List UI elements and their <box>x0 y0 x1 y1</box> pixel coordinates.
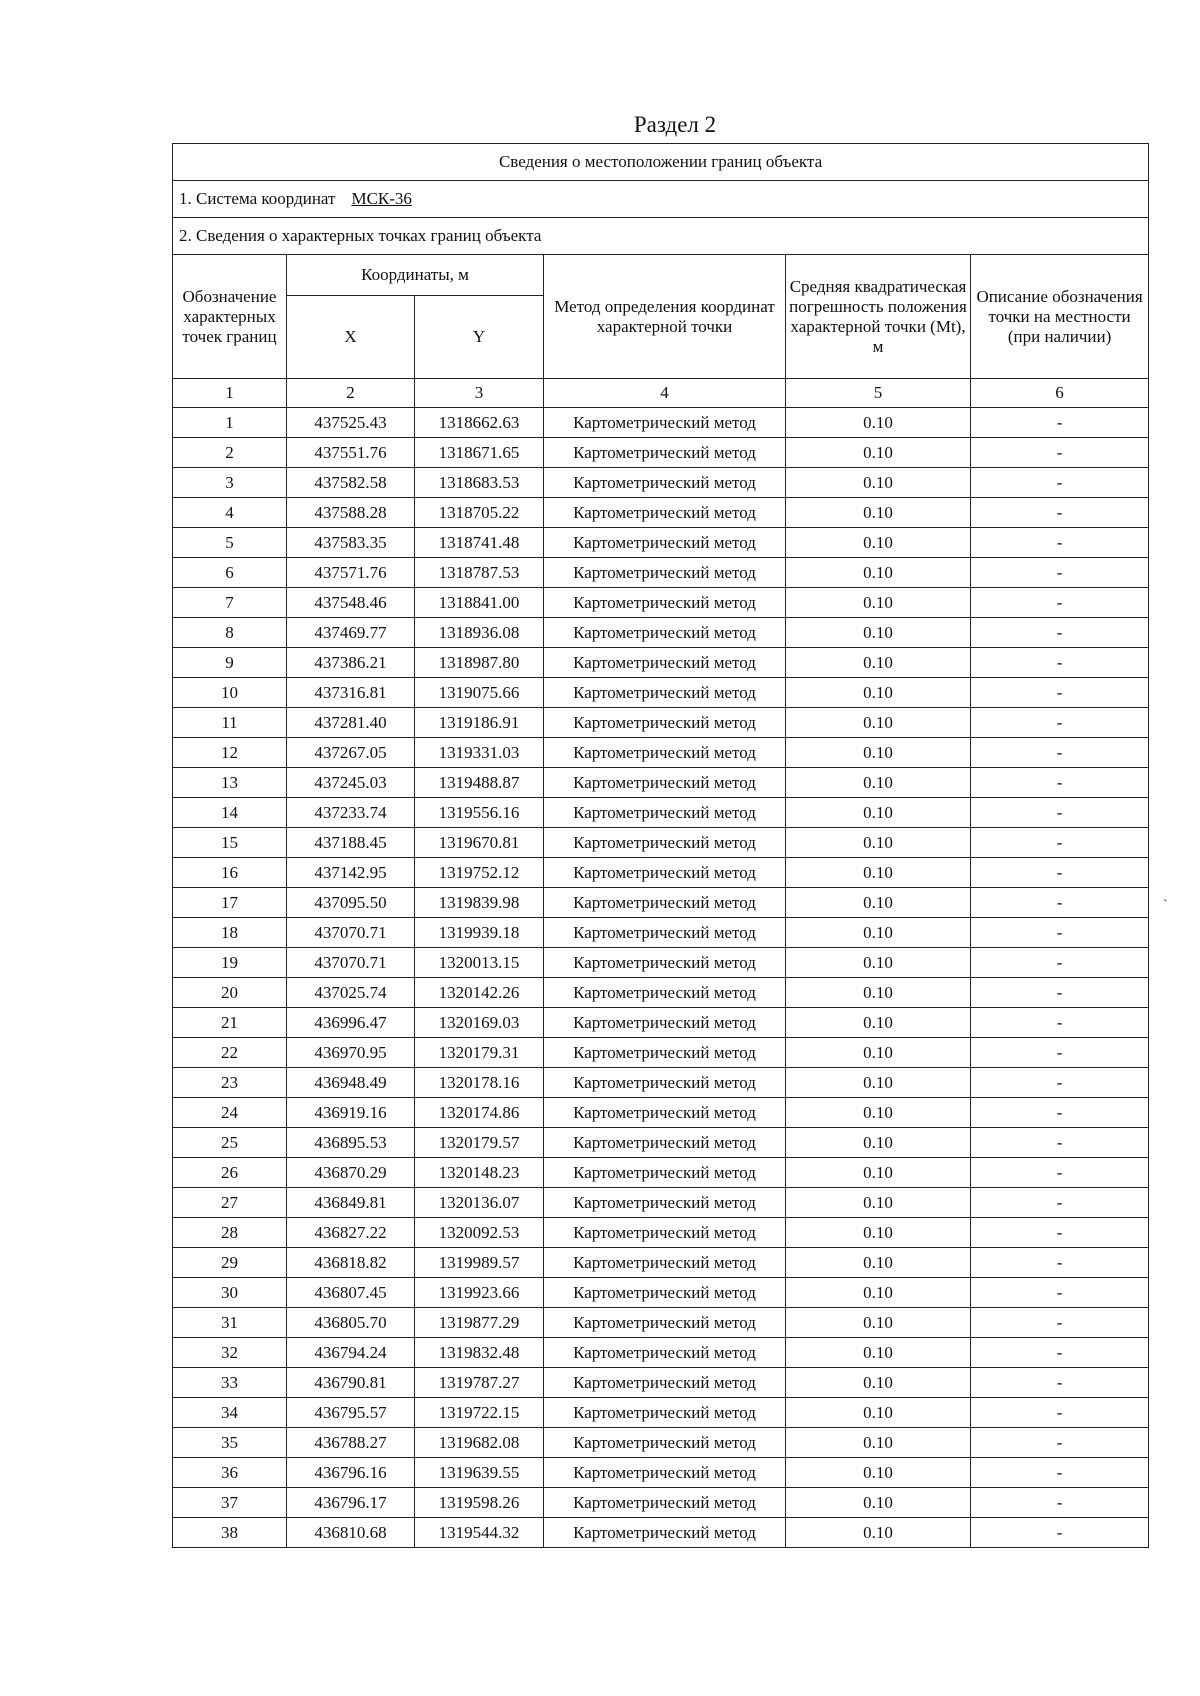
cell-method: Картометрический метод <box>544 1248 786 1278</box>
cell-accuracy: 0.10 <box>786 468 971 498</box>
cell-x: 436790.81 <box>287 1368 415 1398</box>
cell-accuracy: 0.10 <box>786 1038 971 1068</box>
table-row <box>173 1068 1149 1098</box>
coord-system-value: МСК-36 <box>351 189 412 208</box>
cell-point-number: 9 <box>173 648 287 678</box>
cell-x: 436796.16 <box>287 1458 415 1488</box>
cell-description: - <box>971 618 1149 648</box>
cell-point-number: 1 <box>173 408 287 438</box>
table-row <box>173 438 1149 468</box>
cell-x: 437548.46 <box>287 588 415 618</box>
cell-y: 1320174.86 <box>415 1098 544 1128</box>
cell-accuracy: 0.10 <box>786 1188 971 1218</box>
cell-y: 1319488.87 <box>415 768 544 798</box>
cell-x: 436970.95 <box>287 1038 415 1068</box>
header-accuracy: Средняя квадратическая погрешность положения характерной точки (Mt), м <box>786 255 971 379</box>
cell-point-number: 12 <box>173 738 287 768</box>
cell-point-number: 5 <box>173 528 287 558</box>
cell-y: 1319939.18 <box>415 918 544 948</box>
cell-y: 1319923.66 <box>415 1278 544 1308</box>
cell-method: Картометрический метод <box>544 1098 786 1128</box>
cell-x: 437025.74 <box>287 978 415 1008</box>
cell-description: - <box>971 1338 1149 1368</box>
cell-accuracy: 0.10 <box>786 1278 971 1308</box>
table-row <box>173 1338 1149 1368</box>
cell-description: - <box>971 1188 1149 1218</box>
cell-description: - <box>971 738 1149 768</box>
cell-accuracy: 0.10 <box>786 1248 971 1278</box>
cell-description: - <box>971 1098 1149 1128</box>
table-row <box>173 1158 1149 1188</box>
cell-method: Картометрический метод <box>544 1068 786 1098</box>
cell-method: Картометрический метод <box>544 1368 786 1398</box>
cell-point-number: 30 <box>173 1278 287 1308</box>
cell-y: 1319682.08 <box>415 1428 544 1458</box>
cell-y: 1318741.48 <box>415 528 544 558</box>
cell-point-number: 4 <box>173 498 287 528</box>
cell-y: 1320136.07 <box>415 1188 544 1218</box>
cell-accuracy: 0.10 <box>786 768 971 798</box>
cell-point-number: 27 <box>173 1188 287 1218</box>
cell-description: - <box>971 1308 1149 1338</box>
table-row <box>173 1308 1149 1338</box>
table-row <box>173 918 1149 948</box>
cell-description: - <box>971 1368 1149 1398</box>
column-number: 4 <box>544 379 786 408</box>
table-row <box>173 1428 1149 1458</box>
header-y: Y <box>415 296 544 379</box>
cell-accuracy: 0.10 <box>786 858 971 888</box>
cell-y: 1320148.23 <box>415 1158 544 1188</box>
table-row <box>173 1248 1149 1278</box>
cell-y: 1319989.57 <box>415 1248 544 1278</box>
cell-method: Картометрический метод <box>544 558 786 588</box>
cell-y: 1320142.26 <box>415 978 544 1008</box>
cell-point-number: 38 <box>173 1518 287 1548</box>
cell-description: - <box>971 438 1149 468</box>
cell-y: 1318987.80 <box>415 648 544 678</box>
cell-description: - <box>971 558 1149 588</box>
cell-accuracy: 0.10 <box>786 408 971 438</box>
cell-x: 436948.49 <box>287 1068 415 1098</box>
cell-method: Картометрический метод <box>544 468 786 498</box>
cell-accuracy: 0.10 <box>786 528 971 558</box>
cell-point-number: 6 <box>173 558 287 588</box>
cell-point-number: 8 <box>173 618 287 648</box>
cell-y: 1319752.12 <box>415 858 544 888</box>
cell-x: 436996.47 <box>287 1008 415 1038</box>
cell-x: 437281.40 <box>287 708 415 738</box>
cell-accuracy: 0.10 <box>786 828 971 858</box>
cell-method: Картометрический метод <box>544 438 786 468</box>
table-row <box>173 1398 1149 1428</box>
cell-accuracy: 0.10 <box>786 588 971 618</box>
cell-accuracy: 0.10 <box>786 438 971 468</box>
cell-y: 1318683.53 <box>415 468 544 498</box>
cell-x: 436796.17 <box>287 1488 415 1518</box>
table-row <box>173 1008 1149 1038</box>
cell-accuracy: 0.10 <box>786 678 971 708</box>
cell-method: Картометрический метод <box>544 498 786 528</box>
cell-y: 1320178.16 <box>415 1068 544 1098</box>
cell-point-number: 15 <box>173 828 287 858</box>
table-row <box>173 768 1149 798</box>
cell-method: Картометрический метод <box>544 1008 786 1038</box>
table-row <box>173 888 1149 918</box>
cell-method: Картометрический метод <box>544 858 786 888</box>
table-row <box>173 498 1149 528</box>
table-row <box>173 828 1149 858</box>
cell-y: 1319839.98 <box>415 888 544 918</box>
cell-description: - <box>971 1488 1149 1518</box>
cell-x: 437551.76 <box>287 438 415 468</box>
cell-method: Картометрический метод <box>544 1128 786 1158</box>
cell-accuracy: 0.10 <box>786 798 971 828</box>
header-description: Описание обозначения точки на местности (при наличии) <box>971 255 1149 379</box>
cell-y: 1319877.29 <box>415 1308 544 1338</box>
cell-point-number: 36 <box>173 1458 287 1488</box>
cell-description: - <box>971 588 1149 618</box>
table-row <box>173 648 1149 678</box>
table-row <box>173 1218 1149 1248</box>
cell-x: 437267.05 <box>287 738 415 768</box>
cell-point-number: 34 <box>173 1398 287 1428</box>
cell-method: Картометрический метод <box>544 708 786 738</box>
cell-accuracy: 0.10 <box>786 1128 971 1158</box>
table-row <box>173 948 1149 978</box>
cell-description: - <box>971 648 1149 678</box>
cell-method: Картометрический метод <box>544 1038 786 1068</box>
cell-accuracy: 0.10 <box>786 918 971 948</box>
cell-point-number: 17 <box>173 888 287 918</box>
cell-y: 1320179.31 <box>415 1038 544 1068</box>
cell-point-number: 37 <box>173 1488 287 1518</box>
coord-system-label: 1. Система координат <box>179 189 336 208</box>
cell-point-number: 23 <box>173 1068 287 1098</box>
cell-description: - <box>971 1428 1149 1458</box>
cell-method: Картометрический метод <box>544 738 786 768</box>
cell-accuracy: 0.10 <box>786 1518 971 1548</box>
cell-point-number: 10 <box>173 678 287 708</box>
cell-description: - <box>971 708 1149 738</box>
cell-point-number: 20 <box>173 978 287 1008</box>
column-number: 6 <box>971 379 1149 408</box>
cell-accuracy: 0.10 <box>786 558 971 588</box>
cell-description: - <box>971 918 1149 948</box>
cell-y: 1319556.16 <box>415 798 544 828</box>
cell-method: Картометрический метод <box>544 588 786 618</box>
cell-x: 437142.95 <box>287 858 415 888</box>
cell-accuracy: 0.10 <box>786 978 971 1008</box>
cell-method: Картометрический метод <box>544 408 786 438</box>
table-row <box>173 558 1149 588</box>
table-row <box>173 1188 1149 1218</box>
cell-point-number: 33 <box>173 1368 287 1398</box>
table-row <box>173 1038 1149 1068</box>
cell-point-number: 35 <box>173 1428 287 1458</box>
cell-y: 1318705.22 <box>415 498 544 528</box>
cell-accuracy: 0.10 <box>786 948 971 978</box>
cell-y: 1319598.26 <box>415 1488 544 1518</box>
cell-accuracy: 0.10 <box>786 498 971 528</box>
cell-x: 436810.68 <box>287 1518 415 1548</box>
table-row <box>173 1518 1149 1548</box>
cell-accuracy: 0.10 <box>786 708 971 738</box>
stray-mark: ` <box>1163 898 1168 913</box>
cell-point-number: 31 <box>173 1308 287 1338</box>
cell-description: - <box>971 498 1149 528</box>
cell-description: - <box>971 1248 1149 1278</box>
cell-x: 436919.16 <box>287 1098 415 1128</box>
cell-x: 437583.35 <box>287 528 415 558</box>
table-row <box>173 468 1149 498</box>
table-row <box>173 858 1149 888</box>
table-row <box>173 738 1149 768</box>
cell-method: Картометрический метод <box>544 678 786 708</box>
points-heading: 2. Сведения о характерных точках границ объекта <box>173 218 1149 255</box>
cell-method: Картометрический метод <box>544 648 786 678</box>
cell-accuracy: 0.10 <box>786 1458 971 1488</box>
table-row <box>173 1098 1149 1128</box>
header-designation: Обозначение характерных точек границ <box>173 255 287 379</box>
cell-accuracy: 0.10 <box>786 648 971 678</box>
cell-y: 1318936.08 <box>415 618 544 648</box>
table-row <box>173 978 1149 1008</box>
table-row <box>173 1128 1149 1158</box>
table-row <box>173 588 1149 618</box>
cell-accuracy: 0.10 <box>786 1158 971 1188</box>
table-row <box>173 798 1149 828</box>
cell-y: 1319331.03 <box>415 738 544 768</box>
cell-description: - <box>971 1458 1149 1488</box>
cell-description: - <box>971 768 1149 798</box>
cell-method: Картометрический метод <box>544 918 786 948</box>
cell-point-number: 18 <box>173 918 287 948</box>
cell-y: 1320013.15 <box>415 948 544 978</box>
cell-point-number: 7 <box>173 588 287 618</box>
cell-description: - <box>971 528 1149 558</box>
cell-point-number: 25 <box>173 1128 287 1158</box>
cell-y: 1319670.81 <box>415 828 544 858</box>
cell-y: 1318787.53 <box>415 558 544 588</box>
coord-system-row <box>173 181 1149 218</box>
cell-description: - <box>971 858 1149 888</box>
cell-point-number: 2 <box>173 438 287 468</box>
cell-point-number: 32 <box>173 1338 287 1368</box>
cell-method: Картометрический метод <box>544 1278 786 1308</box>
cell-x: 436794.24 <box>287 1338 415 1368</box>
header-method: Метод определения координат характерной точки <box>544 255 786 379</box>
cell-method: Картометрический метод <box>544 618 786 648</box>
cell-y: 1319722.15 <box>415 1398 544 1428</box>
cell-method: Картометрический метод <box>544 1488 786 1518</box>
cell-description: - <box>971 1398 1149 1428</box>
cell-y: 1319639.55 <box>415 1458 544 1488</box>
cell-description: - <box>971 1038 1149 1068</box>
cell-accuracy: 0.10 <box>786 1098 971 1128</box>
table-row <box>173 1278 1149 1308</box>
cell-method: Картометрический метод <box>544 528 786 558</box>
cell-point-number: 19 <box>173 948 287 978</box>
cell-method: Картометрический метод <box>544 1218 786 1248</box>
cell-method: Картометрический метод <box>544 1158 786 1188</box>
cell-accuracy: 0.10 <box>786 1008 971 1038</box>
column-number: 3 <box>415 379 544 408</box>
cell-x: 436895.53 <box>287 1128 415 1158</box>
cell-description: - <box>971 978 1149 1008</box>
cell-method: Картометрический метод <box>544 1308 786 1338</box>
cell-method: Картометрический метод <box>544 1398 786 1428</box>
cell-y: 1318662.63 <box>415 408 544 438</box>
cell-method: Картометрический метод <box>544 1458 786 1488</box>
cell-description: - <box>971 798 1149 828</box>
cell-description: - <box>971 1218 1149 1248</box>
table-body <box>173 408 1149 1548</box>
cell-accuracy: 0.10 <box>786 738 971 768</box>
cell-method: Картометрический метод <box>544 768 786 798</box>
cell-description: - <box>971 828 1149 858</box>
cell-description: - <box>971 948 1149 978</box>
cell-point-number: 13 <box>173 768 287 798</box>
cell-x: 436805.70 <box>287 1308 415 1338</box>
cell-point-number: 29 <box>173 1248 287 1278</box>
cell-y: 1320092.53 <box>415 1218 544 1248</box>
cell-accuracy: 0.10 <box>786 1368 971 1398</box>
cell-method: Картометрический метод <box>544 828 786 858</box>
cell-y: 1320179.57 <box>415 1128 544 1158</box>
table-row <box>173 528 1149 558</box>
cell-method: Картометрический метод <box>544 948 786 978</box>
cell-description: - <box>971 1068 1149 1098</box>
cell-accuracy: 0.10 <box>786 1218 971 1248</box>
cell-method: Картометрический метод <box>544 1338 786 1368</box>
cell-accuracy: 0.10 <box>786 1398 971 1428</box>
cell-method: Картометрический метод <box>544 1518 786 1548</box>
cell-description: - <box>971 1128 1149 1158</box>
table-row <box>173 678 1149 708</box>
cell-accuracy: 0.10 <box>786 1308 971 1338</box>
cell-x: 437245.03 <box>287 768 415 798</box>
cell-x: 437188.45 <box>287 828 415 858</box>
cell-x: 437571.76 <box>287 558 415 588</box>
cell-description: - <box>971 1518 1149 1548</box>
cell-x: 436827.22 <box>287 1218 415 1248</box>
cell-y: 1318671.65 <box>415 438 544 468</box>
cell-accuracy: 0.10 <box>786 618 971 648</box>
cell-x: 436870.29 <box>287 1158 415 1188</box>
cell-x: 437525.43 <box>287 408 415 438</box>
cell-y: 1320169.03 <box>415 1008 544 1038</box>
table-title: Сведения о местоположении границ объекта <box>173 144 1149 181</box>
table-row <box>173 1458 1149 1488</box>
cell-point-number: 11 <box>173 708 287 738</box>
cell-x: 436818.82 <box>287 1248 415 1278</box>
cell-point-number: 14 <box>173 798 287 828</box>
section-title: Раздел 2 <box>633 112 717 137</box>
column-number: 1 <box>173 379 287 408</box>
cell-description: - <box>971 408 1149 438</box>
cell-x: 437070.71 <box>287 918 415 948</box>
cell-method: Картометрический метод <box>544 1188 786 1218</box>
cell-y: 1319832.48 <box>415 1338 544 1368</box>
cell-point-number: 26 <box>173 1158 287 1188</box>
cell-y: 1319544.32 <box>415 1518 544 1548</box>
cell-point-number: 21 <box>173 1008 287 1038</box>
table-row <box>173 618 1149 648</box>
cell-point-number: 3 <box>173 468 287 498</box>
table-row <box>173 1488 1149 1518</box>
cell-accuracy: 0.10 <box>786 1488 971 1518</box>
cell-method: Картометрический метод <box>544 978 786 1008</box>
cell-accuracy: 0.10 <box>786 888 971 918</box>
cell-description: - <box>971 888 1149 918</box>
cell-description: - <box>971 1158 1149 1188</box>
cell-description: - <box>971 678 1149 708</box>
table-row <box>173 1368 1149 1398</box>
cell-description: - <box>971 1278 1149 1308</box>
cell-accuracy: 0.10 <box>786 1068 971 1098</box>
cell-x: 437316.81 <box>287 678 415 708</box>
cell-x: 437588.28 <box>287 498 415 528</box>
cell-x: 437095.50 <box>287 888 415 918</box>
cell-x: 437469.77 <box>287 618 415 648</box>
cell-method: Картометрический метод <box>544 888 786 918</box>
header-x: X <box>287 296 415 379</box>
cell-accuracy: 0.10 <box>786 1338 971 1368</box>
column-number: 5 <box>786 379 971 408</box>
cell-y: 1318841.00 <box>415 588 544 618</box>
column-number: 2 <box>287 379 415 408</box>
cell-x: 436849.81 <box>287 1188 415 1218</box>
cell-x: 436788.27 <box>287 1428 415 1458</box>
cell-x: 437582.58 <box>287 468 415 498</box>
cell-point-number: 16 <box>173 858 287 888</box>
table-row <box>173 408 1149 438</box>
cell-description: - <box>971 1008 1149 1038</box>
cell-y: 1319075.66 <box>415 678 544 708</box>
cell-description: - <box>971 468 1149 498</box>
boundary-points-table <box>172 143 1149 1548</box>
cell-x: 437386.21 <box>287 648 415 678</box>
cell-x: 437233.74 <box>287 798 415 828</box>
cell-point-number: 24 <box>173 1098 287 1128</box>
cell-x: 436807.45 <box>287 1278 415 1308</box>
cell-y: 1319186.91 <box>415 708 544 738</box>
cell-point-number: 22 <box>173 1038 287 1068</box>
cell-method: Картометрический метод <box>544 1428 786 1458</box>
cell-y: 1319787.27 <box>415 1368 544 1398</box>
cell-method: Картометрический метод <box>544 798 786 828</box>
cell-point-number: 28 <box>173 1218 287 1248</box>
cell-x: 436795.57 <box>287 1398 415 1428</box>
table-row <box>173 708 1149 738</box>
cell-x: 437070.71 <box>287 948 415 978</box>
header-coordinates: Координаты, м <box>287 255 544 296</box>
cell-accuracy: 0.10 <box>786 1428 971 1458</box>
